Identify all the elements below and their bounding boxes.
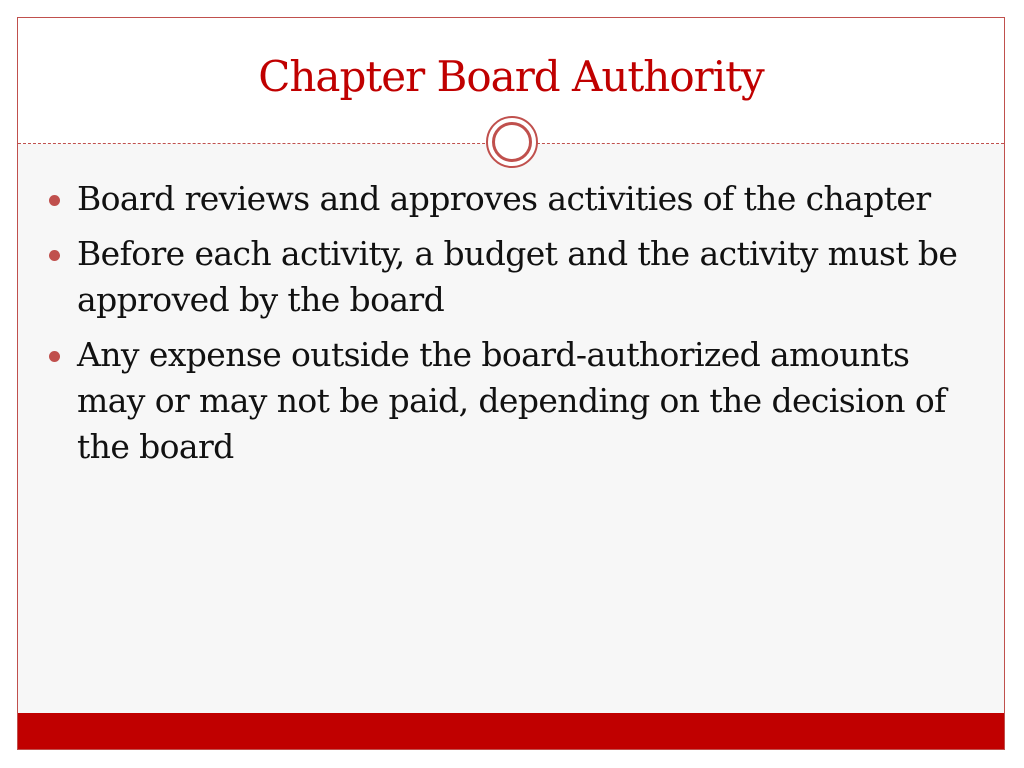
bullet-item: [46, 231, 986, 323]
slide-title: Chapter Board Authority: [258, 52, 764, 101]
bullet-item: [46, 176, 986, 222]
circle-ornament-icon: [486, 116, 538, 168]
bullet-text: Before each activity, a budget and the activity must be approved by the board: [77, 234, 958, 319]
slide: [17, 17, 1005, 750]
bullet-text: Board reviews and approves activities of the chapter: [77, 179, 931, 218]
bullet-text: Any expense outside the board-authorized amounts may or may not be paid, depending on the decision of the board: [77, 335, 946, 466]
bullet-dot-icon: [49, 351, 60, 362]
bullet-dot-icon: [49, 195, 60, 206]
bullet-item: [46, 332, 986, 470]
bullet-dot-icon: [49, 250, 60, 261]
footer-bar: [18, 713, 1004, 749]
bullet-list: [46, 176, 986, 479]
